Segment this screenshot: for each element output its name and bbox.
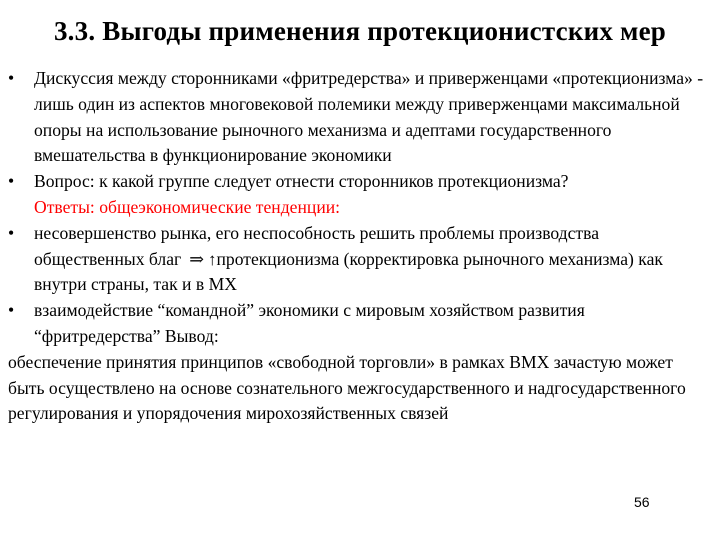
slide-title: 3.3. Выгоды применения протекционистских мер [53, 16, 666, 46]
bullet-item-interaction [8, 298, 708, 350]
implies-arrow-icon: ⇒ [189, 248, 204, 269]
market-failure-text: несовершенство рынка, его неспособность решить проблемы производства общественных благ [34, 222, 600, 269]
bullet-item-market-failure [8, 221, 708, 298]
answer-heading: Ответы: общеэкономические тенденции: [34, 196, 341, 217]
bullet-text-market-failure [34, 221, 708, 298]
bullet-text-question: Вопрос: к какой группе следует отнести сторонников протекционизма? [34, 171, 569, 192]
conclusion-text: обеспечение принятия принципов «свободной торговли» в рамках ВМХ зачастую может быть осуществлено на основе сознательного межгосударственного и надгосударственного регулирования и упорядочения мирохозяйственных связей [8, 351, 686, 424]
bullet-marker: • [8, 300, 15, 321]
slide-body [8, 66, 708, 427]
bullet-marker: • [8, 222, 15, 243]
protectionism-text: протекционизма (корректировка рыночного механизма) как внутри страны, так и в МХ [34, 248, 663, 295]
page-number: 56 [634, 494, 650, 510]
bullet-text-interaction: взаимодействие “командной” экономики с мировым хозяйством развития “фритредерства” Вывод: [34, 300, 585, 346]
bullet-item-question [8, 169, 708, 221]
bullet-marker: • [8, 171, 15, 192]
bullet-text-discussion: Дискуссия между сторонниками «фритредерства» и приверженцами «протекционизма» - лишь один из аспектов многовековой полемики между приверженцами максимальной опоры на использование рыночного механизма и адептами государственного вмешательства в функционирование экономики [34, 68, 704, 166]
up-arrow-icon: ↑ [207, 249, 217, 269]
bullet-marker: • [8, 68, 15, 88]
bullet-item-discussion [8, 66, 708, 169]
